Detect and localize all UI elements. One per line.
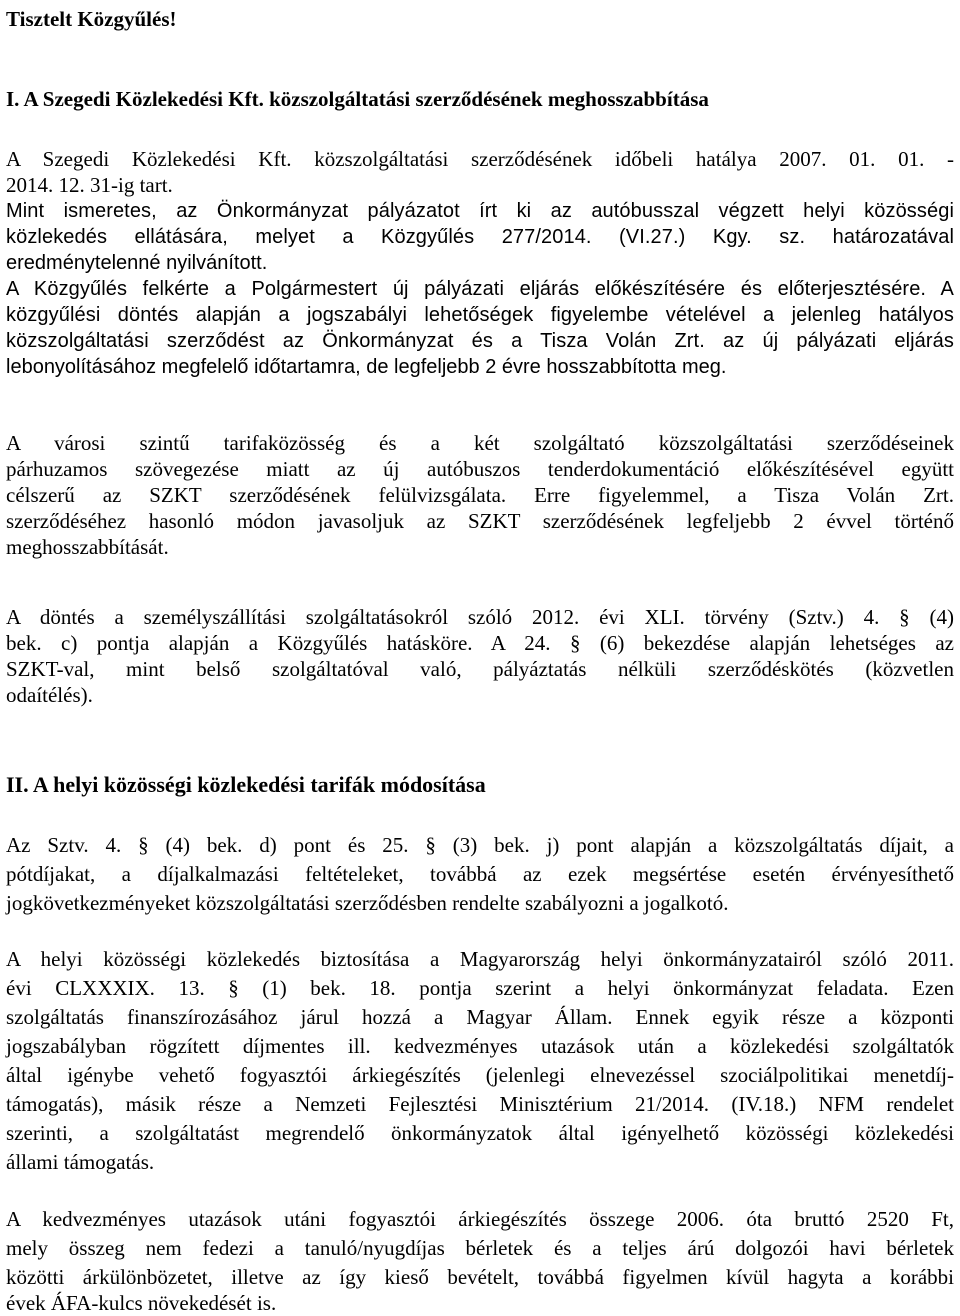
paragraph-line: A Szegedi Közlekedési Kft. közszolgáltatási szerződésének időbeli hatálya 2007. 01. 01. -	[6, 147, 954, 171]
paragraph-line: közlekedés ellátására, melyet a Közgyűlés 277/2014. (VI.27.) Kgy. sz. határozatával	[6, 226, 954, 248]
section-2-heading: II. A helyi közösségi közlekedési tarifák módosítása	[6, 772, 486, 797]
paragraph-line: jogszabályban rögzített díjmentes ill. kedvezményes utazások után a közlekedési szolgáltatók	[6, 1034, 954, 1058]
paragraph-line: közszolgáltatási szerződést az Önkormányzat és a Tisza Volán Zrt. az új pályázati eljárás	[6, 330, 954, 352]
greeting: Tisztelt Közgyűlés!	[6, 7, 177, 31]
paragraph-line: szerinti, a szolgáltatást megrendelő önkormányzatok által igényelhető közösségi közlekedési	[6, 1121, 954, 1145]
paragraph-line: eredménytelenné nyilvánított.	[6, 252, 268, 274]
paragraph-line: 2014. 12. 31-ig tart.	[6, 173, 173, 197]
paragraph-line: párhuzamos szövegezése miatt az új autóbuszos tenderdokumentáció előkészítésével együtt	[6, 457, 954, 481]
paragraph-line: évek ÁFA-kulcs növekedését is.	[6, 1291, 277, 1315]
paragraph-line: támogatás), másik része a Nemzeti Fejlesztési Minisztérium 21/2014. (IV.18.) NFM rendelet	[6, 1092, 954, 1116]
paragraph-line: mely összeg nem fedezi a tanuló/nyugdíjas bérletek és a teljes árú dolgozói havi bérletek	[6, 1236, 954, 1260]
paragraph-line: Mint ismeretes, az Önkormányzat pályázatot írt ki az autóbusszal végzett helyi közösségi	[6, 200, 954, 222]
paragraph-line: meghosszabbítását.	[6, 535, 169, 559]
paragraph-line: szolgáltatás finanszírozásához járul hozzá a Magyar Állam. Ennek egyik része a központi	[6, 1005, 954, 1029]
paragraph-line: A Közgyűlés felkérte a Polgármestert új pályázati eljárás előkészítésére és előterjesztésére. A	[6, 278, 954, 300]
paragraph-line: pótdíjakat, a díjalkalmazási feltételeket, továbbá az ezek megsértése esetén érvényesíthető	[6, 862, 954, 886]
paragraph-line: A kedvezményes utazások utáni fogyasztói árkiegészítés összege 2006. óta bruttó 2520 Ft,	[6, 1207, 954, 1231]
paragraph-line: állami támogatás.	[6, 1150, 155, 1174]
section-1-heading: I. A Szegedi Közlekedési Kft. közszolgáltatási szerződésének meghosszabbítása	[6, 87, 709, 111]
paragraph-line: évi CLXXXIX. 13. § (1) bek. 18. pontja szerint a helyi önkormányzat feladata. Ezen	[6, 976, 954, 1000]
paragraph-line: A városi szintű tarifaközösség és a két szolgáltató közszolgáltatási szerződéseinek	[6, 431, 954, 455]
paragraph-line: A döntés a személyszállítási szolgáltatásokról szóló 2012. évi XLI. törvény (Sztv.) 4. § (4)	[6, 605, 954, 629]
paragraph-line: Az Sztv. 4. § (4) bek. d) pont és 25. § (3) bek. j) pont alapján a közszolgáltatás díjait, a	[6, 833, 954, 857]
paragraph-line: lebonyolításához megfelelő időtartamra, de legfeljebb 2 évre hosszabbította meg.	[6, 356, 727, 378]
paragraph-line: SZKT-val, mint belső szolgáltatóval való, pályáztatás nélküli szerződéskötés (közvetlen	[6, 657, 954, 681]
paragraph-line: közgyűlési döntés alapján a jogszabályi lehetőségek figyelembe vételével a jelenleg hatályos	[6, 304, 954, 326]
paragraph-line: célszerű az SZKT szerződésének felülvizsgálata. Erre figyelemmel, a Tisza Volán Zrt.	[6, 483, 954, 507]
paragraph-line: bek. c) pontja alapján a Közgyűlés hatásköre. A 24. § (6) bekezdése alapján lehetséges az	[6, 631, 954, 655]
paragraph-line: szerződéséhez hasonló módon javasoljuk az SZKT szerződésének legfeljebb 2 évvel történő	[6, 509, 954, 533]
paragraph-line: A helyi közösségi közlekedés biztosítása a Magyarország helyi önkormányzatairól szóló 2011.	[6, 947, 954, 971]
paragraph-line: jogkövetkezményeket közszolgáltatási szerződésben rendelte szabályozni a jogalkotó.	[6, 891, 729, 915]
paragraph-line: közötti árkülönbözetet, illetve az így kieső bevételt, továbbá figyelmen kívül hagyta a korábbi	[6, 1265, 954, 1289]
paragraph-line: odaítélés).	[6, 683, 93, 707]
paragraph-line: által igénybe vehető fogyasztói árkiegészítés (jelenlegi elnevezéssel szociálpolitikai menetdíj-	[6, 1063, 954, 1087]
